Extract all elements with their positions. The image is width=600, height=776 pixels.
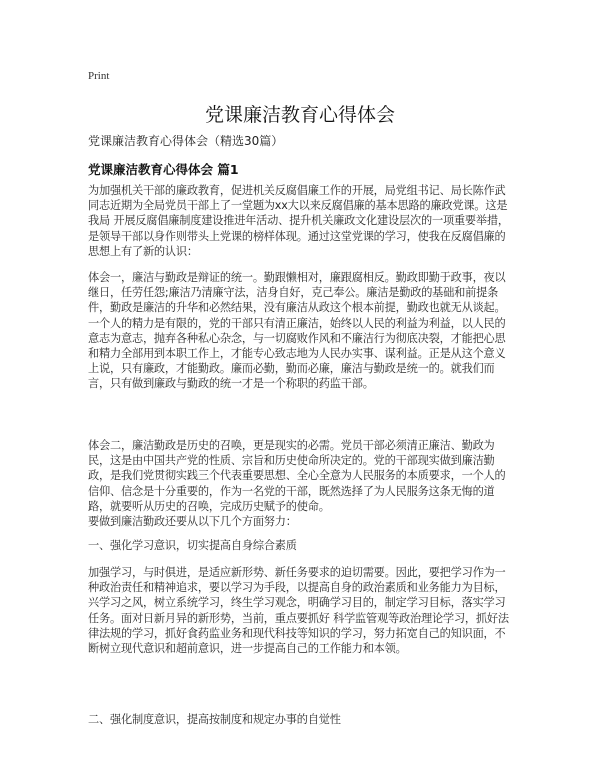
section-heading: 党课廉洁教育心得体会 篇1	[88, 162, 239, 177]
body-paragraph: 体会二，廉洁勤政是历史的召唤，更是现实的必需。党员干部必须清正廉洁、勤政为民，这是由中国共产党的性质、宗旨和历史使命所决定的。党的干部现实做到廉洁勤政，是我们党贯彻实践三个代表重要思想、全心全意为人民服务的本质要求，一个人的信仰、信念是十分重要的，作为一名党的干部，既然选择了为人民服务这条无悔的道路，就要听从历史的召唤，完成历史赋予的使命。	[88, 439, 506, 513]
body-paragraph: 体会一，廉洁与勤政是辩证的统一。勤跟懒相对，廉跟腐相反。勤政即勤于政事，夜以继日，任劳任怨;廉洁乃清廉守法，洁身自好，克己奉公。廉洁是勤政的基础和前提条件，勤政是廉洁的升华和必然结果，没有廉洁从政这个根本前提，勤政也就无从谈起。一个人的精力是有限的，党的干部只有清正廉洁，始终以人民的利益为利益，以人民的意志为意志，抛弃各种私心杂念，与一切腐败作风和不廉洁行为彻底决裂，才能把心思和精力全部用到本职工作上，才能专心致志地为人民办实事、谋利益。正是从这个意义上说，只有廉政，才能勤政。廉而必勤，勤而必廉，廉洁与勤政是统一的。就我们而言，只有做到廉政与勤政的统一才是一个称职的药监干部。	[88, 271, 506, 391]
body-paragraph: 为加强机关干部的廉政教育，促进机关反腐倡廉工作的开展，局党组书记、局长陈作武同志近期为全局党员干部上了一堂题为xx大以来反腐倡廉的基本思路的廉政党课。这是我局 开展反腐倡廉制度建设推进年活动、提升机关廉政文化建设层次的一项重要举措，是领导干部以身作则带头上党课的榜样体现。通过这堂党课的学习，使我在反腐倡廉的思想上有了新的认识：	[88, 184, 509, 258]
document-subtitle: 党课廉洁教育心得体会（精选30篇）	[88, 134, 284, 148]
body-paragraph: 加强学习，与时俱进，是适应新形势、新任务要求的迫切需要。因此，要把学习作为一种政治责任和精神追求，要以学习为手段，以提高自身的政治素质和业务能力为目标，兴学习之风，树立系统学习，终生学习观念，明确学习目的，制定学习目标，落实学习任务。面对日新月异的新形势，当前，重点要抓好 科学监管观等政治理论学习，抓好法律法规的学习，抓好食药监业务和现代科技等知识的学习，努力拓宽自己的知识面，不断树立现代意识和超前意识，进一步提高自己的工作能力和本领。	[88, 566, 509, 656]
subsection-heading: 二、强化制度意识，提高按制度和规定办事的自觉性	[88, 713, 341, 726]
print-label[interactable]: Print	[88, 70, 110, 82]
subsection-heading: 一、强化学习意识，切实提高自身综合素质	[88, 539, 297, 552]
body-paragraph: 要做到廉洁勤政还要从以下几个方面努力：	[88, 515, 297, 528]
document-title: 党课廉洁教育心得体会	[204, 104, 395, 126]
